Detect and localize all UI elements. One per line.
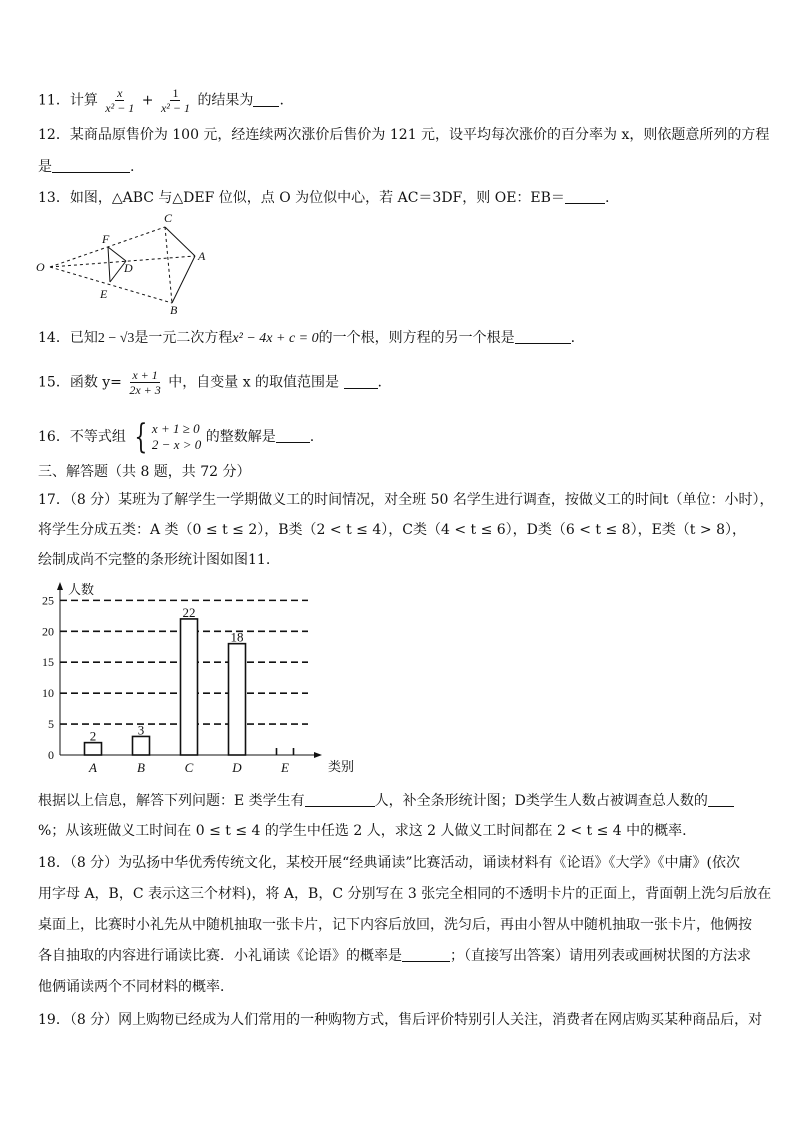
question-15: 15．函数 y= $\frac{x + 1}{2x + 3}$ 中，自变量 x 的取值范围是 .	[38, 368, 382, 397]
x-tick-label: C	[184, 760, 194, 775]
answer-blank	[253, 92, 279, 107]
fraction-1: $\frac{x}{\text{x² − 1}}$	[105, 86, 135, 115]
svg-text:B: B	[170, 303, 178, 317]
answer-blank	[52, 158, 130, 173]
answer-blank	[515, 329, 571, 344]
answer-blank	[708, 792, 734, 807]
y-tick-label: 25	[42, 593, 54, 608]
x-tick-label: D	[232, 760, 242, 775]
svg-text:D: D	[124, 261, 133, 275]
data-label-B: 3	[137, 722, 145, 738]
similarity-figure	[30, 210, 220, 320]
x-tick-label: E	[281, 760, 289, 775]
function-fraction: $\frac{x + 1}{2x + 3}$	[129, 368, 161, 397]
bar-B	[133, 736, 150, 755]
question-12-cont: 是 .	[38, 159, 135, 175]
svg-text:O: O	[36, 260, 45, 274]
fraction-2: $\frac{1}{\text{x² − 1}}$	[160, 86, 190, 115]
answer-blank	[344, 374, 378, 389]
answer-blank	[305, 792, 375, 807]
data-label-D: 18	[230, 629, 244, 645]
y-tick-label: 10	[42, 686, 54, 701]
svg-text:A: A	[198, 249, 206, 263]
question-17-line5: %；从该班做义工时间在 0 ≤ t ≤ 4 的学生中任选 2 人，求这 2 人做义工时间都在 2 < t ≤ 4 中的概率.	[38, 823, 687, 839]
data-label-A: 2	[89, 728, 97, 744]
bar-A	[85, 743, 102, 755]
svg-text:C: C	[164, 211, 173, 225]
y-tick-label: 5	[48, 717, 54, 732]
y-axis-label: 人数	[68, 582, 95, 597]
question-18: 18．（8 分）为弘扬中华优秀传统文化，某校开展“经典诵读”比赛活动，诵读材料有《论语》《大学》《中庸》(依次	[38, 855, 740, 871]
question-17-line2: 将学生分成五类：A 类（0 ≤ t ≤ 2），B类（2 < t ≤ 4），C类（4 < t ≤ 6），D类（6 < t ≤ 8），E类（t > 8），	[38, 522, 746, 538]
data-label-C: 22	[182, 604, 196, 620]
question-18-line3: 桌面上，比赛时小礼先从中随机抽取一张卡片，记下内容后放回，洗匀后，再由小智从中随机抽取一张卡片，他俩按	[38, 917, 752, 933]
x-axis-arrow	[314, 752, 322, 758]
y-tick-label: 15	[42, 655, 54, 670]
question-18-line2: 用字母 A，B，C 表示这三个材料)，将 A，B，C 分别写在 3 张完全相同的不透明卡片的正面上，背面朝上洗匀后放在	[38, 886, 772, 902]
y-tick-label: 20	[42, 624, 54, 639]
x-tick-label: A	[89, 760, 97, 775]
x-tick-label: B	[137, 760, 145, 775]
question-16: 16．不等式组 { x + 1 ≥ 0 2 − x > 0 的整数解是 .	[38, 417, 315, 457]
svg-text:F: F	[102, 232, 110, 246]
section-heading: 三、解答题（共 8 题，共 72 分）	[38, 464, 251, 480]
bar-chart	[30, 580, 370, 780]
answer-blank	[402, 947, 450, 962]
question-14: 14．已知2 − √3是一元二次方程x² − 4x + c = 0的一个根，则方程的另一个根是 .	[38, 330, 576, 346]
inequality-system: { x + 1 ≥ 0 2 − x > 0	[134, 417, 202, 457]
bar-D	[229, 644, 246, 755]
question-17-line4: 根据以上信息，解答下列问题：E 类学生有 人，补全条形统计图；D类学生人数占被调查总人数的	[38, 791, 734, 811]
bar-C	[181, 619, 198, 755]
question-17: 17．（8 分）某班为了解学生一学期做义工的时间情况，对全班 50 名学生进行调查，按做义工的时间t（单位：小时），	[38, 492, 774, 508]
answer-blank	[276, 428, 310, 443]
question-12: 12．某商品原售价为 100 元，经连续两次涨价后售价为 121 元，设平均每次涨价的百分率为 x，则依题意所列的方程	[38, 127, 770, 143]
y-axis-arrow	[57, 582, 63, 590]
question-11: 11．计算 $\frac{x}{\text{x² − 1}}$ + $\frac{1}{\text{x² − 1}}$ 的结果为 .	[38, 86, 284, 115]
question-19: 19．（8 分）网上购物已经成为人们常用的一种购物方式，售后评价特别引人关注，消费者在网店购买某种商品后，对	[38, 1012, 763, 1028]
question-18-line5: 他俩诵读两个不同材料的概率．	[38, 979, 234, 995]
question-13: 13．如图，△ABC 与△DEF 位似，点 O 为位似中心，若 AC＝3DF，则 OE：EB＝ .	[38, 190, 610, 206]
y-tick-label: 0	[48, 748, 54, 762]
x-axis-label: 类别	[328, 759, 355, 774]
question-17-line3: 绘制成尚不完整的条形统计图如图11.	[38, 552, 271, 568]
answer-blank	[565, 189, 605, 204]
question-18-line4: 各自抽取的内容进行诵读比赛．小礼诵读《论语》的概率是 ；（直接写出答案）请用列表或画树状图的方法求	[38, 948, 751, 964]
svg-text:E: E	[100, 287, 108, 301]
